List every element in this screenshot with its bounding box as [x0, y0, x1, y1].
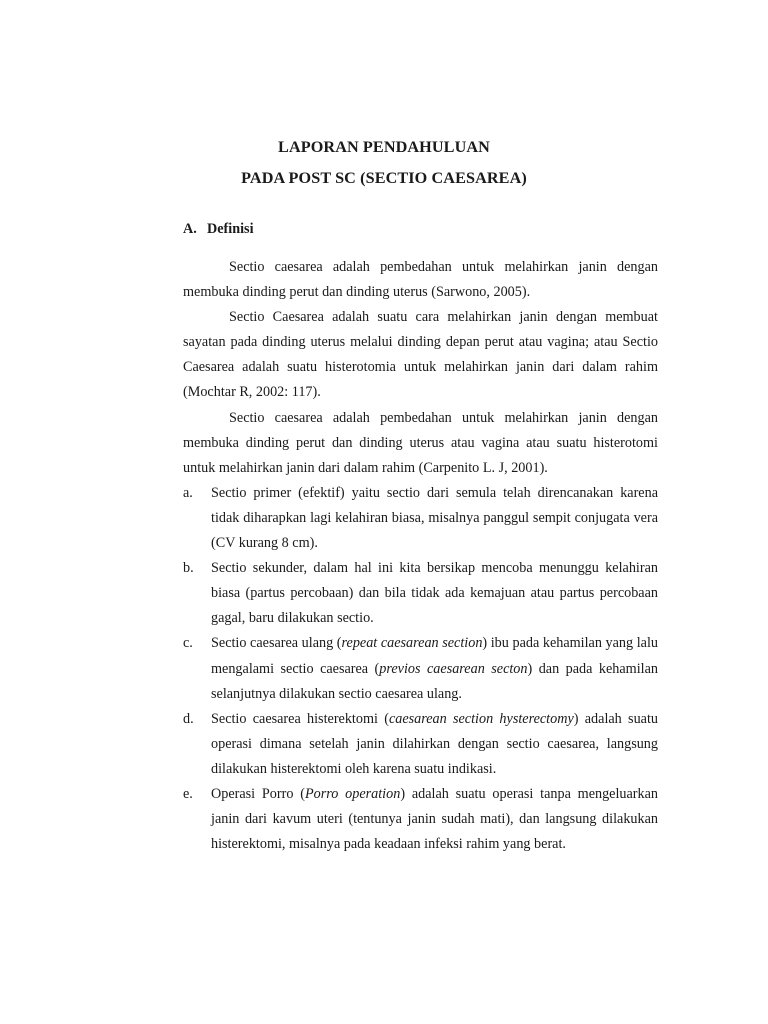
list-marker: e.	[183, 785, 193, 802]
definition-list	[183, 481, 658, 857]
list-item-text: Sectio sekunder, dalam hal ini kita bersikap mencoba menunggu kelahiran biasa (partus percobaan) dan bila tidak ada kemajuan atau partus percobaan gagal, baru dilakukan sectio.	[211, 560, 658, 627]
list-item	[183, 631, 658, 706]
list-item-text: ) ibu pada kehamilan yang lalu mengalami sectio caesarea (	[211, 635, 658, 677]
list-marker: d.	[183, 710, 194, 727]
section-label: A.	[183, 221, 197, 237]
list-item-text: Operasi Porro (	[211, 785, 305, 802]
italic-term: Porro operation	[304, 785, 401, 802]
italic-term: previos caesarean secton	[379, 660, 528, 677]
section-heading	[183, 221, 254, 238]
paragraph-2: Sectio Caesarea adalah suatu cara melahirkan janin dengan membuat sayatan pada dinding uterus melalui dinding depan perut atau vagina; atau Sectio Caesarea adalah suatu histerotomia untuk melahirkan janin dari dalam rahim (Mochtar R, 2002: 117).	[183, 309, 658, 401]
document-title-line-2: PADA POST SC (SECTIO CAESAREA)	[241, 169, 527, 187]
paragraph-3: Sectio caesarea adalah pembedahan untuk melahirkan janin dengan membuka dinding perut dan dinding uterus atau vagina atau suatu histerotomi untuk melahirkan janin dari dalam rahim (Carpenito L. J, 2001).	[183, 409, 658, 476]
italic-term: repeat caesarean section	[341, 635, 483, 652]
section-body	[183, 255, 658, 857]
list-item	[183, 481, 658, 556]
section-title: Definisi	[207, 221, 254, 237]
list-marker: c.	[183, 635, 193, 652]
paragraph-1: Sectio caesarea adalah pembedahan untuk melahirkan janin dengan membuka dinding perut dan dinding uterus (Sarwono, 2005).	[183, 259, 658, 301]
list-item-text: Sectio caesarea ulang (	[211, 635, 342, 652]
list-item	[183, 556, 658, 631]
list-item-text: Sectio primer (efektif) yaitu sectio dari semula telah direncanakan karena tidak diharapkan lagi kelahiran biasa, misalnya panggul sempit conjugata vera (CV kurang 8 cm).	[211, 484, 658, 552]
list-marker: b.	[183, 560, 194, 577]
document-title-line-1: LAPORAN PENDAHULUAN	[278, 138, 490, 156]
list-item-text: ) adalah suatu operasi tanpa mengeluarkan janin dari kavum uteri (tentunya janin sudah mati), dan langsung dilakukan histerektomi, misalnya pada keadaan infeksi rahim yang berat.	[211, 785, 659, 853]
list-item	[183, 782, 658, 857]
list-item-text: ) dan pada kehamilan selanjutnya dilakukan sectio caesarea ulang.	[211, 660, 658, 702]
list-item	[183, 707, 658, 782]
list-item-text: Sectio caesarea histerektomi (	[211, 710, 389, 727]
list-marker: a.	[183, 484, 193, 501]
italic-term: caesarean section hysterectomy	[388, 710, 574, 727]
list-item-text: ) adalah suatu operasi dimana setelah janin dilahirkan dengan sectio caesarea, langsung dilakukan histerektomi oleh karena suatu indikasi.	[211, 710, 658, 777]
